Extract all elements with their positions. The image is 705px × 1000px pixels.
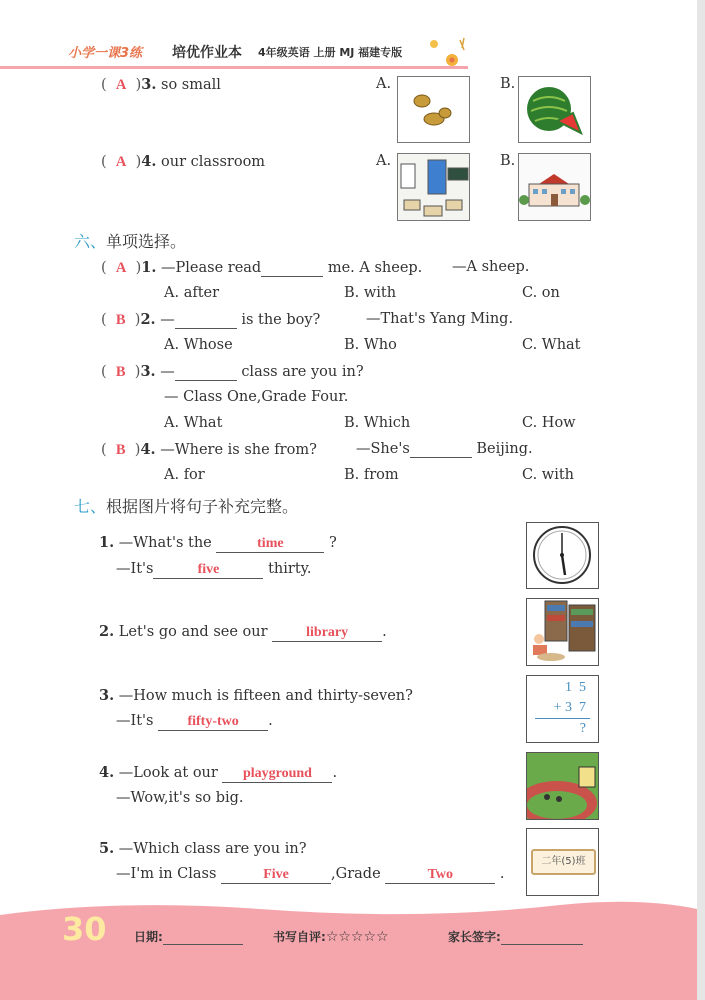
header-title: 培优作业本 — [172, 45, 242, 61]
section-number: 七、 — [74, 497, 107, 516]
watermelon-image — [518, 76, 591, 143]
date-field — [134, 928, 243, 945]
class-sign-text: 二年(5)班 — [531, 849, 596, 875]
filled-answer: fifty-two — [158, 714, 268, 731]
date-blank — [163, 930, 243, 945]
playground-image — [526, 752, 599, 820]
section-number: 六、 — [74, 232, 107, 251]
question-number: 1. — [141, 259, 157, 276]
option-c: C. with — [522, 467, 575, 483]
filled-answer: playground — [222, 766, 332, 783]
flower-decoration-icon — [424, 36, 470, 70]
question-number: 2. — [140, 311, 156, 328]
answer-letter: A — [115, 77, 127, 93]
question-text: —Which class are you in? — [118, 841, 307, 857]
option-a-label: A. — [376, 153, 392, 169]
question-text: — — [160, 312, 175, 328]
question-text: is the boy? — [241, 312, 321, 328]
item-text: our classroom — [161, 154, 266, 170]
question-text: —I'm in Class — [116, 866, 217, 882]
parent-label: 家长签字: — [448, 930, 501, 944]
math-sum-image — [526, 675, 599, 743]
question-response: —That's Yang Ming. — [366, 311, 514, 327]
filled-answer: Two — [385, 867, 495, 884]
question-text: ,Grade — [331, 866, 381, 882]
answer-blank — [175, 312, 237, 329]
question-number: 2. — [99, 623, 115, 640]
header-rule — [0, 66, 468, 69]
question-number: 5. — [99, 840, 115, 857]
library-image — [526, 598, 599, 666]
item-text: so small — [161, 77, 221, 93]
answer-letter: B — [115, 442, 126, 458]
page-number: 30 — [62, 910, 107, 948]
question-text: —It's — [116, 561, 154, 577]
parent-signature — [448, 928, 583, 945]
item-number: 3. — [141, 76, 157, 93]
option-a: A. for — [164, 467, 205, 483]
item-number: 4. — [141, 153, 157, 170]
question-text: —Please read — [161, 260, 262, 276]
classroom-image — [397, 153, 470, 221]
class-sign-image — [526, 828, 599, 896]
answer-blank — [410, 441, 472, 458]
school-building-image — [518, 153, 591, 221]
option-b-label: B. — [500, 76, 516, 92]
option-c: C. on — [522, 285, 560, 301]
question-text: —She's — [356, 441, 410, 457]
math-row: ? — [579, 721, 586, 736]
answer-letter: A — [115, 154, 127, 170]
filled-answer: library — [272, 625, 382, 642]
section-title: 单项选择。 — [106, 232, 187, 251]
section-6-heading — [74, 229, 186, 252]
question-text: class are you in? — [241, 364, 364, 380]
question-text: —What's the — [118, 535, 212, 551]
option-a: A. What — [164, 415, 223, 431]
option-b: B. Which — [344, 415, 411, 431]
header-subtitle: 4年级英语 上册 MJ 福建专版 — [258, 46, 403, 59]
question-text: —It's — [116, 713, 154, 729]
self-eval-label: 书写自评: — [273, 930, 326, 944]
filled-answer: time — [216, 536, 324, 553]
option-c: C. How — [522, 415, 576, 431]
section-7-heading — [74, 494, 298, 517]
question-text: . — [499, 866, 505, 882]
question-text: . — [382, 624, 387, 640]
filled-answer: Five — [221, 867, 331, 884]
question-text: . — [268, 713, 273, 729]
option-b-label: B. — [500, 153, 516, 169]
math-row: + 3 7 — [553, 700, 586, 715]
question-text: me. A sheep. — [327, 260, 423, 276]
question-number: 4. — [99, 764, 115, 781]
header — [0, 34, 470, 74]
section-title: 根据图片将句子补充完整。 — [106, 497, 299, 516]
brand-logo: 小学一课3练 — [68, 46, 143, 61]
filled-answer: five — [153, 562, 263, 579]
potatoes-image — [397, 76, 470, 143]
option-b: B. Who — [344, 337, 397, 353]
question-text: —Look at our — [118, 765, 218, 781]
question-text: —Wow,it's so big. — [116, 790, 244, 806]
math-line — [535, 718, 590, 719]
option-b: B. with — [344, 285, 397, 301]
option-b: B. from — [344, 467, 399, 483]
question-text: — — [160, 364, 175, 380]
answer-letter: B — [115, 364, 126, 380]
question-text: Beijing. — [476, 441, 533, 457]
self-evaluation — [273, 928, 389, 945]
option-a: A. after — [164, 285, 220, 301]
option-a-label: A. — [376, 76, 392, 92]
page-edge — [697, 0, 705, 1000]
answer-letter: B — [115, 312, 126, 328]
answer-blank — [261, 260, 323, 277]
answer-letter: A — [115, 260, 127, 276]
question-text: —How much is fifteen and thirty-seven? — [118, 688, 413, 704]
question-text: . — [332, 765, 338, 781]
answer-blank — [175, 364, 237, 381]
clock-image — [526, 522, 599, 589]
math-row: 1 5 — [565, 680, 586, 695]
question-text: Let's go and see our — [118, 624, 268, 640]
question-number: 3. — [99, 687, 115, 704]
star-rating-icon: ☆☆☆☆☆ — [325, 929, 389, 945]
signature-blank — [501, 930, 583, 945]
option-c: C. What — [522, 337, 581, 353]
date-label: 日期: — [134, 930, 163, 944]
question-text: thirty. — [268, 561, 312, 577]
question-number: 3. — [140, 363, 156, 380]
option-a: A. Whose — [164, 337, 233, 353]
question-text: ? — [328, 535, 337, 551]
question-response: — Class One,Grade Four. — [164, 389, 349, 405]
question-number: 1. — [99, 534, 115, 551]
question-number: 4. — [140, 441, 156, 458]
question-text: —Where is she from? — [160, 442, 317, 458]
question-response: —A sheep. — [452, 259, 530, 275]
